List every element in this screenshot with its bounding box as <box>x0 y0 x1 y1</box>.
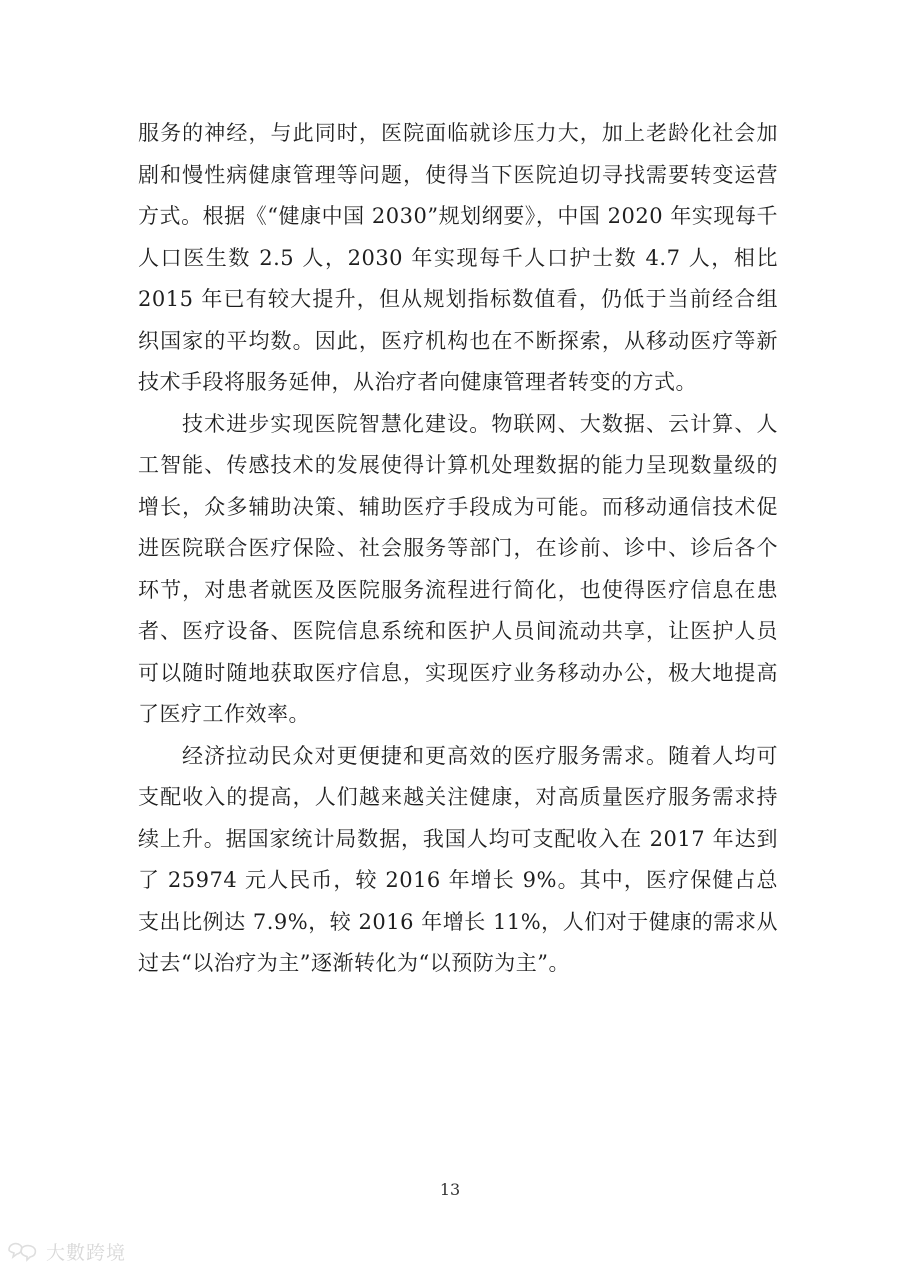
paragraph-2: 技术进步实现医院智慧化建设。物联网、大数据、云计算、人工智能、传感技术的发展使得计算机处理数据的能力呈现数量级的增长，众多辅助决策、辅助医疗手段成为可能。而移动通信技术促进医院联合医疗保险、社会服务等部门，在诊前、诊中、诊后各个环节，对患者就医及医院服务流程进行简化，也使得医疗信息在患者、医疗设备、医院信息系统和医护人员间流动共享，让医护人员可以随时随地获取医疗信息，实现医疗业务移动办公，极大地提高了医疗工作效率。 <box>138 411 778 726</box>
body-text <box>138 113 778 985</box>
watermark <box>6 1236 126 1266</box>
paragraph-1: 服务的神经，与此同时，医院面临就诊压力大，加上老龄化社会加剧和慢性病健康管理等问题，使得当下医院迫切寻找需要转变运营方式。根据《“健康中国 2030”规划纲要》，中国 2020 年实现每千人口医生数 2.5 人，2030 年实现每千人口护士数 4.7 人，相比 2015 年已有较大提升，但从规划指标数值看，仍低于当前经合组织国家的平均数。因此，医疗机构也在不断探索，从移动医疗等新技术手段将服务延伸，从治疗者向健康管理者转变的方式。 <box>138 121 778 394</box>
page-number: 13 <box>439 1180 461 1199</box>
paragraph-3: 经济拉动民众对更便捷和更高效的医疗服务需求。随着人均可支配收入的提高，人们越来越关注健康，对高质量医疗服务需求持续上升。据国家统计局数据，我国人均可支配收入在 2017 年达到了 25974 元人民币，较 2016 年增长 9%。其中，医疗保健占总支出比例达 7.9%，较 2016 年增长 11%，人们对于健康的需求从过去“以治疗为主”逐渐转化为“以预防为主”。 <box>138 743 778 975</box>
watermark-text: 大數跨境 <box>46 1241 127 1264</box>
chat-bubbles-logo-icon <box>6 1239 40 1263</box>
